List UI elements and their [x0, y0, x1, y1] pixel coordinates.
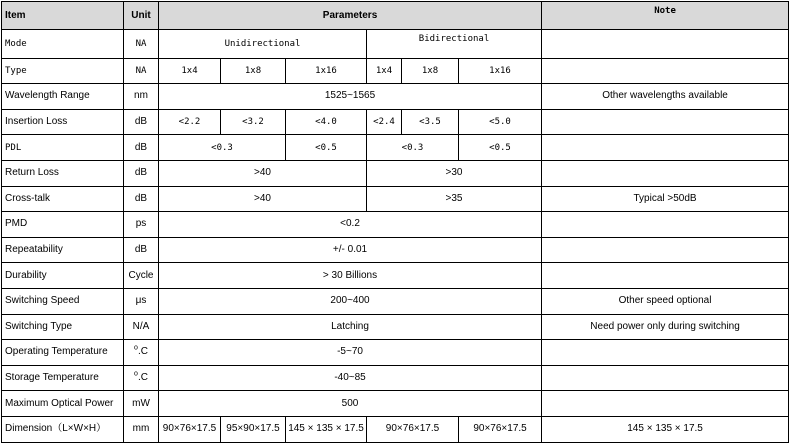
pdl-cell: <0.3 — [159, 135, 286, 161]
note-mode — [542, 30, 789, 59]
unit-max-optical-power: mW — [124, 391, 159, 417]
item-mode: Mode — [2, 30, 124, 59]
insertion-cell: <3.2 — [221, 109, 286, 135]
value-durability: > 30 Billions — [159, 263, 542, 289]
note-operating-temperature — [542, 340, 789, 366]
row-max-optical-power — [2, 391, 789, 417]
degree-mark: o — [134, 370, 138, 378]
type-cell: 1x8 — [402, 58, 459, 84]
item-switching-type: Switching Type — [2, 314, 124, 340]
row-crosstalk — [2, 186, 789, 212]
unit-switching-speed: μs — [124, 288, 159, 314]
unit-type: NA — [124, 58, 159, 84]
pdl-cell: <0.5 — [459, 135, 542, 161]
type-cell: 1x16 — [286, 58, 367, 84]
row-dimension — [2, 416, 789, 442]
mode-bidirectional: Bidirectional — [367, 30, 542, 59]
type-cell: 1x8 — [221, 58, 286, 84]
row-operating-temperature — [2, 340, 789, 366]
insertion-cell: <5.0 — [459, 109, 542, 135]
note-return-loss — [542, 160, 789, 186]
row-pdl — [2, 135, 789, 161]
item-crosstalk: Cross-talk — [2, 186, 124, 212]
row-pmd — [2, 212, 789, 238]
note-crosstalk: Typical >50dB — [542, 186, 789, 212]
unit-switching-type: N/A — [124, 314, 159, 340]
row-storage-temperature — [2, 365, 789, 391]
dimension-cell: 145 × 135 × 17.5 — [286, 416, 367, 442]
unit-operating-temperature — [124, 340, 159, 366]
value-switching-type: Latching — [159, 314, 542, 340]
unit-durability: Cycle — [124, 263, 159, 289]
row-return-loss — [2, 160, 789, 186]
spec-table — [1, 1, 789, 443]
unit-repeatability: dB — [124, 237, 159, 263]
unit-return-loss: dB — [124, 160, 159, 186]
unit-wavelength: nm — [124, 84, 159, 110]
value-wavelength: 1525~1565 — [159, 84, 542, 110]
item-max-optical-power: Maximum Optical Power — [2, 391, 124, 417]
insertion-cell: <2.2 — [159, 109, 221, 135]
type-cell: 1x4 — [159, 58, 221, 84]
note-pmd — [542, 212, 789, 238]
row-switching-speed — [2, 288, 789, 314]
header-item: Item — [2, 2, 124, 30]
pdl-cell: <0.5 — [286, 135, 367, 161]
note-repeatability — [542, 237, 789, 263]
dimension-cell: 95×90×17.5 — [221, 416, 286, 442]
value-operating-temperature: -5~70 — [159, 340, 542, 366]
note-storage-temperature — [542, 365, 789, 391]
unit-pdl: dB — [124, 135, 159, 161]
unit-celsius: .C — [137, 372, 148, 384]
item-storage-temperature: Storage Temperature — [2, 365, 124, 391]
item-wavelength: Wavelength Range — [2, 84, 124, 110]
crosstalk-cell: >35 — [367, 186, 542, 212]
item-return-loss: Return Loss — [2, 160, 124, 186]
header-note: Note — [542, 2, 789, 30]
unit-dimension: mm — [124, 416, 159, 442]
header-unit: Unit — [124, 2, 159, 30]
row-switching-type — [2, 314, 789, 340]
dimension-cell: 90×76×17.5 — [367, 416, 459, 442]
mode-unidirectional: Unidirectional — [159, 30, 367, 59]
degree-mark: o — [134, 345, 138, 353]
note-durability — [542, 263, 789, 289]
note-switching-type: Need power only during switching — [542, 314, 789, 340]
note-insertion-loss — [542, 109, 789, 135]
unit-insertion-loss: dB — [124, 109, 159, 135]
item-type: Type — [2, 58, 124, 84]
row-wavelength — [2, 84, 789, 110]
value-switching-speed: 200~400 — [159, 288, 542, 314]
row-durability — [2, 263, 789, 289]
header-parameters: Parameters — [159, 2, 542, 30]
item-pmd: PMD — [2, 212, 124, 238]
unit-crosstalk: dB — [124, 186, 159, 212]
value-repeatability: +/- 0.01 — [159, 237, 542, 263]
value-storage-temperature: -40~85 — [159, 365, 542, 391]
item-dimension: Dimension（L×W×H） — [2, 416, 124, 442]
dimension-cell: 90×76×17.5 — [459, 416, 542, 442]
value-pmd: <0.2 — [159, 212, 542, 238]
value-max-optical-power: 500 — [159, 391, 542, 417]
insertion-cell: <3.5 — [402, 109, 459, 135]
header-row — [2, 2, 789, 30]
row-insertion-loss — [2, 109, 789, 135]
return-loss-cell: >40 — [159, 160, 367, 186]
type-cell: 1x16 — [459, 58, 542, 84]
insertion-cell: <4.0 — [286, 109, 367, 135]
type-cell: 1x4 — [367, 58, 402, 84]
note-type — [542, 58, 789, 84]
dimension-cell: 145 × 135 × 17.5 — [542, 416, 789, 442]
note-switching-speed: Other speed optional — [542, 288, 789, 314]
pdl-cell: <0.3 — [367, 135, 459, 161]
item-switching-speed: Switching Speed — [2, 288, 124, 314]
item-insertion-loss: Insertion Loss — [2, 109, 124, 135]
unit-mode: NA — [124, 30, 159, 59]
unit-storage-temperature — [124, 365, 159, 391]
note-wavelength: Other wavelengths available — [542, 84, 789, 110]
item-repeatability: Repeatability — [2, 237, 124, 263]
note-pdl — [542, 135, 789, 161]
return-loss-cell: >30 — [367, 160, 542, 186]
row-mode — [2, 30, 789, 59]
item-operating-temperature: Operating Temperature — [2, 340, 124, 366]
item-durability: Durability — [2, 263, 124, 289]
crosstalk-cell: >40 — [159, 186, 367, 212]
dimension-cell: 90×76×17.5 — [159, 416, 221, 442]
unit-celsius: .C — [137, 346, 148, 358]
row-repeatability — [2, 237, 789, 263]
note-max-optical-power — [542, 391, 789, 417]
unit-pmd: ps — [124, 212, 159, 238]
row-type — [2, 58, 789, 84]
insertion-cell: <2.4 — [367, 109, 402, 135]
item-pdl: PDL — [2, 135, 124, 161]
